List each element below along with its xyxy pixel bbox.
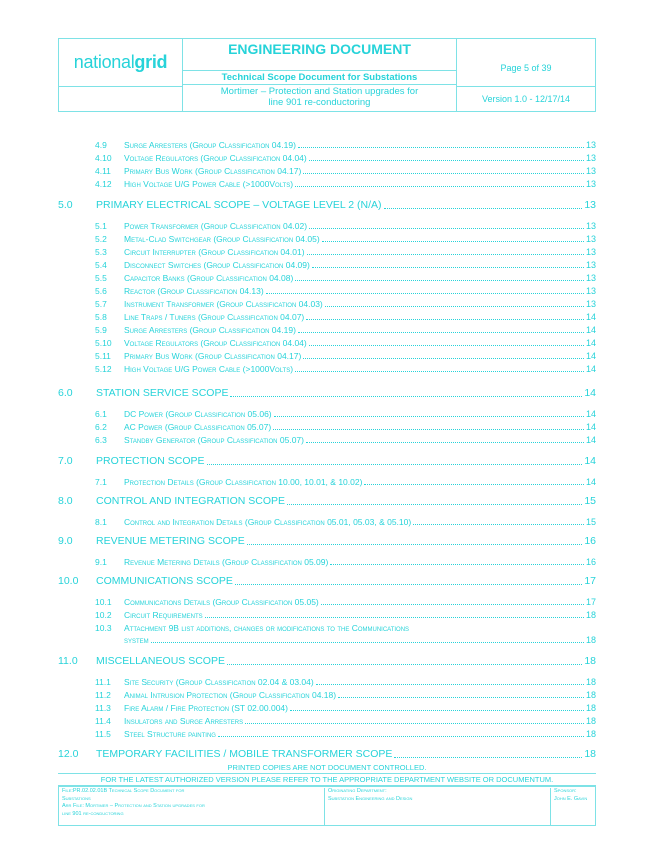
sponsor-line-2: John E. Gavin bbox=[554, 795, 588, 802]
toc-leader bbox=[298, 332, 584, 333]
toc-entry[interactable] bbox=[95, 140, 596, 150]
toc-label: Primary Bus Work (Group Classification 04.17) bbox=[124, 351, 302, 361]
toc-page: 14 bbox=[585, 338, 596, 348]
toc-leader bbox=[298, 147, 584, 148]
toc-page: 18 bbox=[585, 677, 596, 687]
national-grid-logo bbox=[59, 39, 183, 87]
toc-leader bbox=[287, 504, 582, 505]
toc-entry[interactable] bbox=[95, 703, 596, 713]
toc-number: 7.1 bbox=[95, 477, 107, 487]
toc-number: 10.0 bbox=[58, 575, 79, 587]
notice-line-2: FOR THE LATEST AUTHORIZED VERSION PLEASE REFER TO THE APPROPRIATE DEPARTMENT WEBSITE OR DOCUMENTUM. bbox=[58, 773, 596, 786]
toc-section[interactable] bbox=[58, 655, 596, 667]
toc-leader bbox=[274, 416, 584, 417]
toc-label: Surge Arresters (Group Classification 04.19) bbox=[124, 325, 296, 335]
toc-leader bbox=[413, 524, 584, 525]
toc-leader bbox=[218, 736, 584, 737]
file-line-1: File:PR.02.02.01B Technical Scope Document for bbox=[62, 788, 185, 794]
toc-label: Surge Arresters (Group Classification 04.19) bbox=[124, 140, 296, 150]
toc-page: 14 bbox=[585, 435, 596, 445]
toc-number: 5.1 bbox=[95, 221, 107, 231]
toc-label: PROTECTION SCOPE bbox=[96, 455, 205, 467]
toc-number: 4.11 bbox=[95, 166, 111, 176]
document-title: ENGINEERING DOCUMENT bbox=[183, 39, 457, 71]
toc-leader bbox=[290, 710, 584, 711]
logo-text-light: national bbox=[73, 52, 135, 72]
toc-page: 17 bbox=[585, 597, 596, 607]
toc-label: Line Traps / Tuners (Group Classification 04.07) bbox=[124, 312, 305, 322]
sponsor-line-1: Sponsor: bbox=[554, 788, 577, 794]
toc-entry[interactable] bbox=[95, 517, 596, 527]
project-line-1: Mortimer – Protection and Station upgrades for bbox=[220, 86, 419, 97]
toc-page: 15 bbox=[585, 517, 596, 527]
toc-label-2: system bbox=[124, 635, 149, 645]
toc-leader bbox=[321, 604, 584, 605]
toc-leader bbox=[316, 684, 584, 685]
document-subtitle: Technical Scope Document for Substations bbox=[183, 71, 457, 85]
toc-number: 8.0 bbox=[58, 495, 73, 507]
toc-page: 13 bbox=[585, 166, 596, 176]
toc-number: 11.0 bbox=[58, 655, 78, 667]
toc-entry[interactable] bbox=[95, 166, 596, 176]
toc-leader bbox=[309, 160, 584, 161]
toc-page: 14 bbox=[584, 455, 596, 467]
toc-number: 5.7 bbox=[95, 299, 107, 309]
toc-number: 5.3 bbox=[95, 247, 107, 257]
toc-label: Reactor (Group Classification 04.13) bbox=[124, 286, 264, 296]
toc-number: 11.1 bbox=[95, 677, 111, 687]
toc-page: 14 bbox=[585, 477, 596, 487]
toc-label: Animal Intrusion Protection (Group Classification 04.18) bbox=[124, 690, 337, 700]
toc-number: 5.9 bbox=[95, 325, 107, 335]
toc-label-continuation bbox=[124, 635, 596, 645]
toc-leader bbox=[338, 697, 584, 698]
header-blank-cell bbox=[59, 87, 183, 111]
toc-label: Primary Bus Work (Group Classification 04.17) bbox=[124, 166, 302, 176]
toc-number: 10.2 bbox=[95, 610, 112, 620]
toc-label: STATION SERVICE SCOPE bbox=[96, 387, 229, 399]
toc-leader bbox=[266, 293, 584, 294]
toc-leader bbox=[235, 584, 582, 585]
toc-leader bbox=[295, 280, 584, 281]
toc-label: Voltage Regulators (Group Classification 04.04) bbox=[124, 153, 307, 163]
toc-page: 13 bbox=[585, 221, 596, 231]
toc-label: PRIMARY ELECTRICAL SCOPE – VOLTAGE LEVEL 2 (N/A) bbox=[96, 199, 382, 211]
toc-page: 13 bbox=[585, 179, 596, 189]
toc-number: 11.2 bbox=[95, 690, 111, 700]
toc-section[interactable] bbox=[58, 199, 596, 211]
toc-leader bbox=[306, 442, 584, 443]
toc-page: 17 bbox=[584, 575, 596, 587]
file-line-4: line 901 re-conductoring bbox=[62, 810, 124, 817]
project-description bbox=[183, 85, 457, 111]
toc-page: 14 bbox=[585, 351, 596, 361]
toc-page: 18 bbox=[585, 635, 596, 645]
toc-label: TEMPORARY FACILITIES / MOBILE TRANSFORMER SCOPE bbox=[96, 748, 393, 760]
file-line-3: Arr File: Mortimer – Protection and Station upgrades for bbox=[62, 803, 205, 809]
toc-page: 13 bbox=[585, 299, 596, 309]
toc-leader bbox=[394, 757, 582, 758]
toc-label: Steel Structure painting bbox=[124, 729, 216, 739]
dept-line-2: Substation Engineering and Design bbox=[328, 795, 413, 802]
toc-page: 15 bbox=[584, 495, 596, 507]
toc-label: MISCELLANEOUS SCOPE bbox=[96, 655, 225, 667]
toc-page: 16 bbox=[584, 535, 596, 547]
toc-page: 18 bbox=[584, 748, 596, 760]
toc-number: 5.4 bbox=[95, 260, 107, 270]
toc-page: 18 bbox=[585, 690, 596, 700]
logo-text-bold: grid bbox=[134, 52, 168, 72]
toc-page: 18 bbox=[585, 610, 596, 620]
toc-entry[interactable] bbox=[95, 247, 596, 257]
toc-number: 12.0 bbox=[58, 748, 79, 760]
toc-entry[interactable] bbox=[95, 338, 596, 348]
footer-table bbox=[58, 786, 596, 826]
toc-page: 13 bbox=[584, 199, 596, 211]
page-number: Page 5 of 39 bbox=[457, 39, 595, 87]
toc-leader bbox=[309, 228, 584, 229]
toc-leader bbox=[247, 544, 583, 545]
toc-number: 4.10 bbox=[95, 153, 112, 163]
toc-page: 18 bbox=[585, 729, 596, 739]
toc-leader bbox=[384, 208, 583, 209]
toc-entry[interactable] bbox=[95, 729, 596, 739]
toc-number: 9.0 bbox=[58, 535, 73, 547]
toc-number: 6.2 bbox=[95, 422, 107, 432]
toc-page: 14 bbox=[585, 325, 596, 335]
toc-leader bbox=[227, 664, 582, 665]
toc-label: Instrument Transformer (Group Classification 04.03) bbox=[124, 299, 323, 309]
toc-leader bbox=[230, 396, 582, 397]
toc-section[interactable] bbox=[58, 387, 596, 399]
toc-leader bbox=[295, 186, 584, 187]
toc-label: Revenue Metering Details (Group Classification 05.09) bbox=[124, 557, 329, 567]
toc-label: Fire Alarm / Fire Protection (ST 02.00.004) bbox=[124, 703, 288, 713]
toc-page: 18 bbox=[585, 703, 596, 713]
toc-label: AC Power (Group Classification 05.07) bbox=[124, 422, 272, 432]
toc-entry[interactable] bbox=[95, 364, 596, 374]
toc-page: 13 bbox=[585, 247, 596, 257]
notice-line-1: PRINTED COPIES ARE NOT DOCUMENT CONTROLLED. bbox=[227, 763, 427, 772]
toc-section[interactable] bbox=[58, 575, 596, 587]
toc-number: 5.2 bbox=[95, 234, 107, 244]
toc-number: 4.9 bbox=[95, 140, 107, 150]
toc-entry[interactable] bbox=[95, 234, 596, 244]
toc-leader bbox=[364, 484, 584, 485]
toc-entry[interactable] bbox=[95, 351, 596, 361]
toc-entry[interactable] bbox=[95, 221, 596, 231]
toc-entry[interactable] bbox=[95, 179, 596, 189]
toc-number: 6.3 bbox=[95, 435, 107, 445]
version-label: Version 1.0 - 12/17/14 bbox=[481, 94, 571, 104]
toc-label: Voltage Regulators (Group Classification 04.04) bbox=[124, 338, 307, 348]
toc-number: 5.0 bbox=[58, 199, 73, 211]
toc-leader bbox=[312, 267, 584, 268]
toc-entry[interactable] bbox=[95, 312, 596, 322]
toc-page: 14 bbox=[585, 364, 596, 374]
toc-label: COMMUNICATIONS SCOPE bbox=[96, 575, 233, 587]
toc-entry[interactable] bbox=[95, 690, 596, 700]
document-control-notice bbox=[58, 762, 596, 786]
toc-label: Disconnect Switches (Group Classification 04.09) bbox=[124, 260, 310, 270]
toc-number: 6.1 bbox=[95, 409, 107, 419]
toc-leader bbox=[325, 306, 584, 307]
toc-page: 13 bbox=[585, 273, 596, 283]
toc-number: 5.5 bbox=[95, 273, 107, 283]
toc-entry[interactable] bbox=[95, 435, 596, 445]
toc-number: 5.6 bbox=[95, 286, 107, 296]
toc-label: CONTROL AND INTEGRATION SCOPE bbox=[96, 495, 286, 507]
toc-leader bbox=[303, 173, 584, 174]
toc-section[interactable] bbox=[58, 495, 596, 507]
toc-page: 18 bbox=[584, 655, 596, 667]
toc-leader bbox=[322, 241, 584, 242]
toc-entry[interactable] bbox=[95, 610, 596, 620]
toc-leader bbox=[151, 642, 584, 643]
toc-entry[interactable] bbox=[95, 597, 596, 607]
toc-page: 14 bbox=[585, 312, 596, 322]
toc-number: 10.3 bbox=[95, 623, 112, 633]
toc-page: 13 bbox=[585, 234, 596, 244]
toc-leader bbox=[295, 371, 584, 372]
toc-entry[interactable] bbox=[95, 325, 596, 335]
toc-leader bbox=[309, 345, 584, 346]
toc-leader bbox=[207, 464, 583, 465]
toc-label: Capacitor Banks (Group Classification 04.08) bbox=[124, 273, 294, 283]
toc-section[interactable] bbox=[58, 455, 596, 467]
toc-label: REVENUE METERING SCOPE bbox=[96, 535, 245, 547]
toc-label: Metal-Clad Switchgear (Group Classification 04.05) bbox=[124, 234, 320, 244]
toc-entry[interactable] bbox=[95, 299, 596, 309]
toc-number: 11.5 bbox=[95, 729, 111, 739]
toc-number: 7.0 bbox=[58, 455, 73, 467]
toc-page: 14 bbox=[584, 387, 596, 399]
toc-label: Communications Details (Group Classification 05.05) bbox=[124, 597, 319, 607]
toc-page: 14 bbox=[585, 422, 596, 432]
file-line-2: Substations bbox=[62, 795, 91, 802]
toc-section[interactable] bbox=[58, 535, 596, 547]
toc-entry[interactable] bbox=[95, 260, 596, 270]
toc-number: 5.8 bbox=[95, 312, 107, 322]
toc-number: 5.10 bbox=[95, 338, 112, 348]
footer-department-cell bbox=[325, 788, 551, 826]
toc-label: Site Security (Group Classification 02.04 & 03.04) bbox=[124, 677, 314, 687]
toc-page: 13 bbox=[585, 140, 596, 150]
toc-number: 4.12 bbox=[95, 179, 112, 189]
toc-page: 14 bbox=[585, 409, 596, 419]
footer-sponsor-cell bbox=[551, 788, 595, 826]
toc-entry[interactable] bbox=[95, 286, 596, 296]
toc-page: 13 bbox=[585, 153, 596, 163]
toc-label: Protection Details (Group Classification 10.00, 10.01, & 10.02) bbox=[124, 477, 363, 487]
toc-entry[interactable] bbox=[95, 273, 596, 283]
toc-label: DC Power (Group Classification 05.06) bbox=[124, 409, 272, 419]
toc-label: Power Transformer (Group Classification 04.02) bbox=[124, 221, 308, 231]
toc-entry[interactable] bbox=[95, 623, 596, 649]
toc-number: 9.1 bbox=[95, 557, 107, 567]
toc-number: 8.1 bbox=[95, 517, 107, 527]
toc-entry[interactable] bbox=[95, 153, 596, 163]
toc-label: Control and Integration Details (Group Classification 05.01, 05.03, & 05.10) bbox=[124, 517, 412, 527]
toc-number: 11.3 bbox=[95, 703, 111, 713]
toc-page: 18 bbox=[585, 716, 596, 726]
toc-leader bbox=[303, 358, 584, 359]
toc-number: 10.1 bbox=[95, 597, 112, 607]
toc-label: High Voltage U/G Power Cable (>1000Volts) bbox=[124, 364, 294, 374]
toc-section[interactable] bbox=[58, 748, 596, 760]
toc-leader bbox=[245, 723, 584, 724]
toc-label: Circuit Interrupter (Group Classification 04.01) bbox=[124, 247, 305, 257]
toc-number: 6.0 bbox=[58, 387, 73, 399]
toc-label: High Voltage U/G Power Cable (>1000Volts) bbox=[124, 179, 294, 189]
toc-page: 13 bbox=[585, 286, 596, 296]
toc-leader bbox=[205, 617, 584, 618]
toc-leader bbox=[307, 254, 584, 255]
toc-number: 11.4 bbox=[95, 716, 111, 726]
toc-label: Attachment 9B list additions, changes or modifications to the Communications bbox=[124, 623, 410, 633]
dept-line-1: Originating Department: bbox=[328, 788, 387, 794]
toc-entry[interactable] bbox=[95, 677, 596, 687]
toc-label: Circuit Requirements bbox=[124, 610, 203, 620]
toc-entry[interactable] bbox=[95, 409, 596, 419]
project-line-2: line 901 re-conductoring bbox=[268, 97, 371, 108]
toc-leader bbox=[306, 319, 584, 320]
toc-entry[interactable] bbox=[95, 477, 596, 487]
toc-entry[interactable] bbox=[95, 716, 596, 726]
toc-leader bbox=[330, 564, 584, 565]
toc-entry[interactable] bbox=[95, 557, 596, 567]
toc-number: 5.11 bbox=[95, 351, 111, 361]
toc-page: 13 bbox=[585, 260, 596, 270]
document-header bbox=[58, 38, 596, 112]
toc-entry[interactable] bbox=[95, 422, 596, 432]
footer-file-cell bbox=[59, 788, 325, 826]
toc-label: Insulators and Surge Arresters bbox=[124, 716, 244, 726]
toc-page: 16 bbox=[585, 557, 596, 567]
toc-label: Standby Generator (Group Classification 05.07) bbox=[124, 435, 304, 445]
toc-number: 5.12 bbox=[95, 364, 112, 374]
toc-leader bbox=[273, 429, 584, 430]
